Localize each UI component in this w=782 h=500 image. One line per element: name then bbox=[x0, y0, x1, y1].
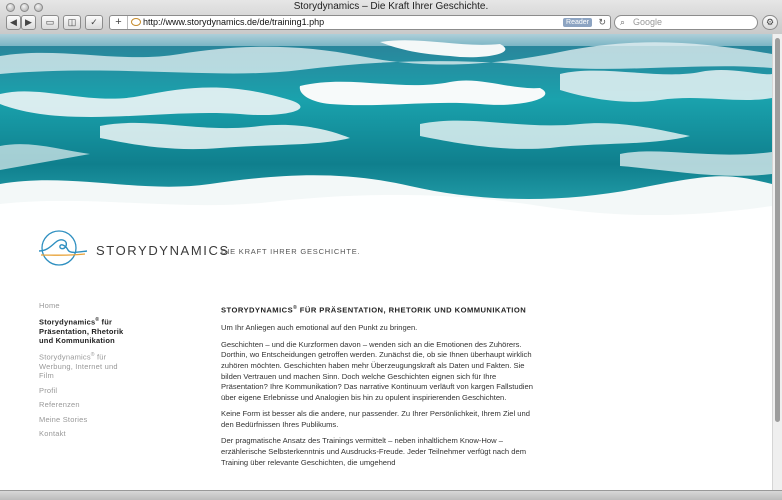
body-paragraph-1: Geschichten – und die Kurzformen davon – wenden sich an die Emotionen des Zuhörers. Dorthin, wo Entscheidungen getroffen werden. Zunächst die, ob sie Ihnen überhaupt wirklich zuhören möchten. Geschichten haben mehr Überzeugungskraft als Daten und Fakten. Sie bilden Vertrauen und machen Sinn. Doch welche Geschichten eignen sich für Ihre Präsentation? Ihre Kommunikation? Das narrative Kontinuum verläuft von kargen Fallstudien über eigene Erlebnisse und Analogien bis hin zu opulent inspirierenden Geschichten. bbox=[221, 339, 533, 402]
nav-item-praesentation-label-rest: für Präsentation, Rhetorik und Kommunikation bbox=[39, 317, 124, 345]
main-content bbox=[221, 303, 537, 474]
brand-name: STORYDYNAMICS bbox=[96, 243, 230, 258]
bookmarks-button[interactable] bbox=[41, 15, 59, 30]
search-placeholder: Google bbox=[633, 17, 663, 27]
registered-mark: ® bbox=[95, 316, 100, 323]
reload-icon[interactable]: ↻ bbox=[598, 17, 606, 27]
nav-item-praesentation-label: Storydynamics bbox=[39, 317, 96, 326]
nav-item-kontakt[interactable]: Kontakt bbox=[39, 429, 66, 438]
sidebar-nav bbox=[39, 301, 129, 444]
search-field[interactable] bbox=[614, 15, 758, 30]
gear-icon: ⚙ bbox=[765, 17, 775, 27]
book-icon: ▭ bbox=[45, 17, 55, 27]
back-arrow-icon: ◀ bbox=[10, 17, 17, 27]
site-favicon-icon bbox=[131, 18, 141, 26]
nav-item-werbung[interactable] bbox=[39, 351, 129, 381]
toolbar bbox=[0, 14, 782, 34]
body-paragraph-3: Der pragmatische Ansatz des Trainings vermittelt – neben inhaltlichem Know-How – erzählerische Selbsterkenntnis und Ausdrucks-Freude. Jeder Teilnehmer verfügt nach dem Training über relevante Geschichten, die umgehend bbox=[221, 436, 527, 467]
settings-button[interactable] bbox=[762, 15, 778, 30]
vertical-scrollbar[interactable] bbox=[772, 34, 782, 490]
status-bar bbox=[0, 490, 782, 500]
nav-item-referenzen[interactable]: Referenzen bbox=[39, 400, 80, 409]
top-sites-button[interactable] bbox=[63, 15, 81, 30]
window-title: Storydynamics – Die Kraft Ihrer Geschichte. bbox=[293, 1, 489, 12]
tagline: DIE KRAFT IHRER GESCHICHTE. bbox=[221, 247, 361, 256]
add-bookmark-icon[interactable]: + bbox=[110, 16, 128, 29]
page-title-rest: FÜR PRÄSENTATION, RHETORIK UND KOMMUNIKATION bbox=[297, 305, 527, 315]
nav-item-home[interactable]: Home bbox=[39, 301, 60, 310]
storydynamics-logo-icon[interactable] bbox=[37, 228, 89, 273]
scrollbar-thumb[interactable] bbox=[775, 38, 780, 422]
checkmark-icon: ✓ bbox=[90, 17, 98, 27]
browser-chrome bbox=[0, 0, 782, 35]
registered-mark: ® bbox=[293, 305, 298, 311]
reader-button[interactable]: Reader bbox=[563, 18, 592, 27]
nav-item-profil[interactable]: Profil bbox=[39, 385, 58, 395]
nav-item-werbung-label-rest: für Werbung, Internet und Film bbox=[39, 352, 118, 380]
intro-paragraph: Um Ihr Anliegen auch emotional auf den Punkt zu bringen. bbox=[221, 323, 418, 333]
page-title bbox=[221, 303, 537, 316]
forward-button[interactable] bbox=[21, 15, 36, 30]
url-text[interactable]: http://www.storydynamics.de/de/training1.php bbox=[143, 17, 325, 27]
search-icon: ⌕ bbox=[620, 17, 626, 27]
address-bar[interactable] bbox=[109, 15, 611, 30]
page-title-brand: STORYDYNAMICS bbox=[221, 305, 294, 315]
share-button[interactable] bbox=[85, 15, 103, 30]
registered-mark: ® bbox=[90, 351, 95, 358]
forward-arrow-icon: ▶ bbox=[25, 17, 32, 27]
hero-ocean-image bbox=[0, 34, 772, 220]
back-button[interactable] bbox=[6, 15, 21, 30]
nav-item-praesentation[interactable] bbox=[39, 316, 129, 346]
nav-item-werbung-label: Storydynamics bbox=[39, 352, 91, 361]
grid-icon: ◫ bbox=[67, 17, 77, 27]
nav-item-meine-stories[interactable]: Meine Stories bbox=[39, 414, 88, 424]
body-paragraph-2: Keine Form ist besser als die andere, nur passender. Zu Ihrer Persönlichkeit, Ihrem Ziel und den Bedürfnissen Ihres Publikums. bbox=[221, 409, 530, 429]
